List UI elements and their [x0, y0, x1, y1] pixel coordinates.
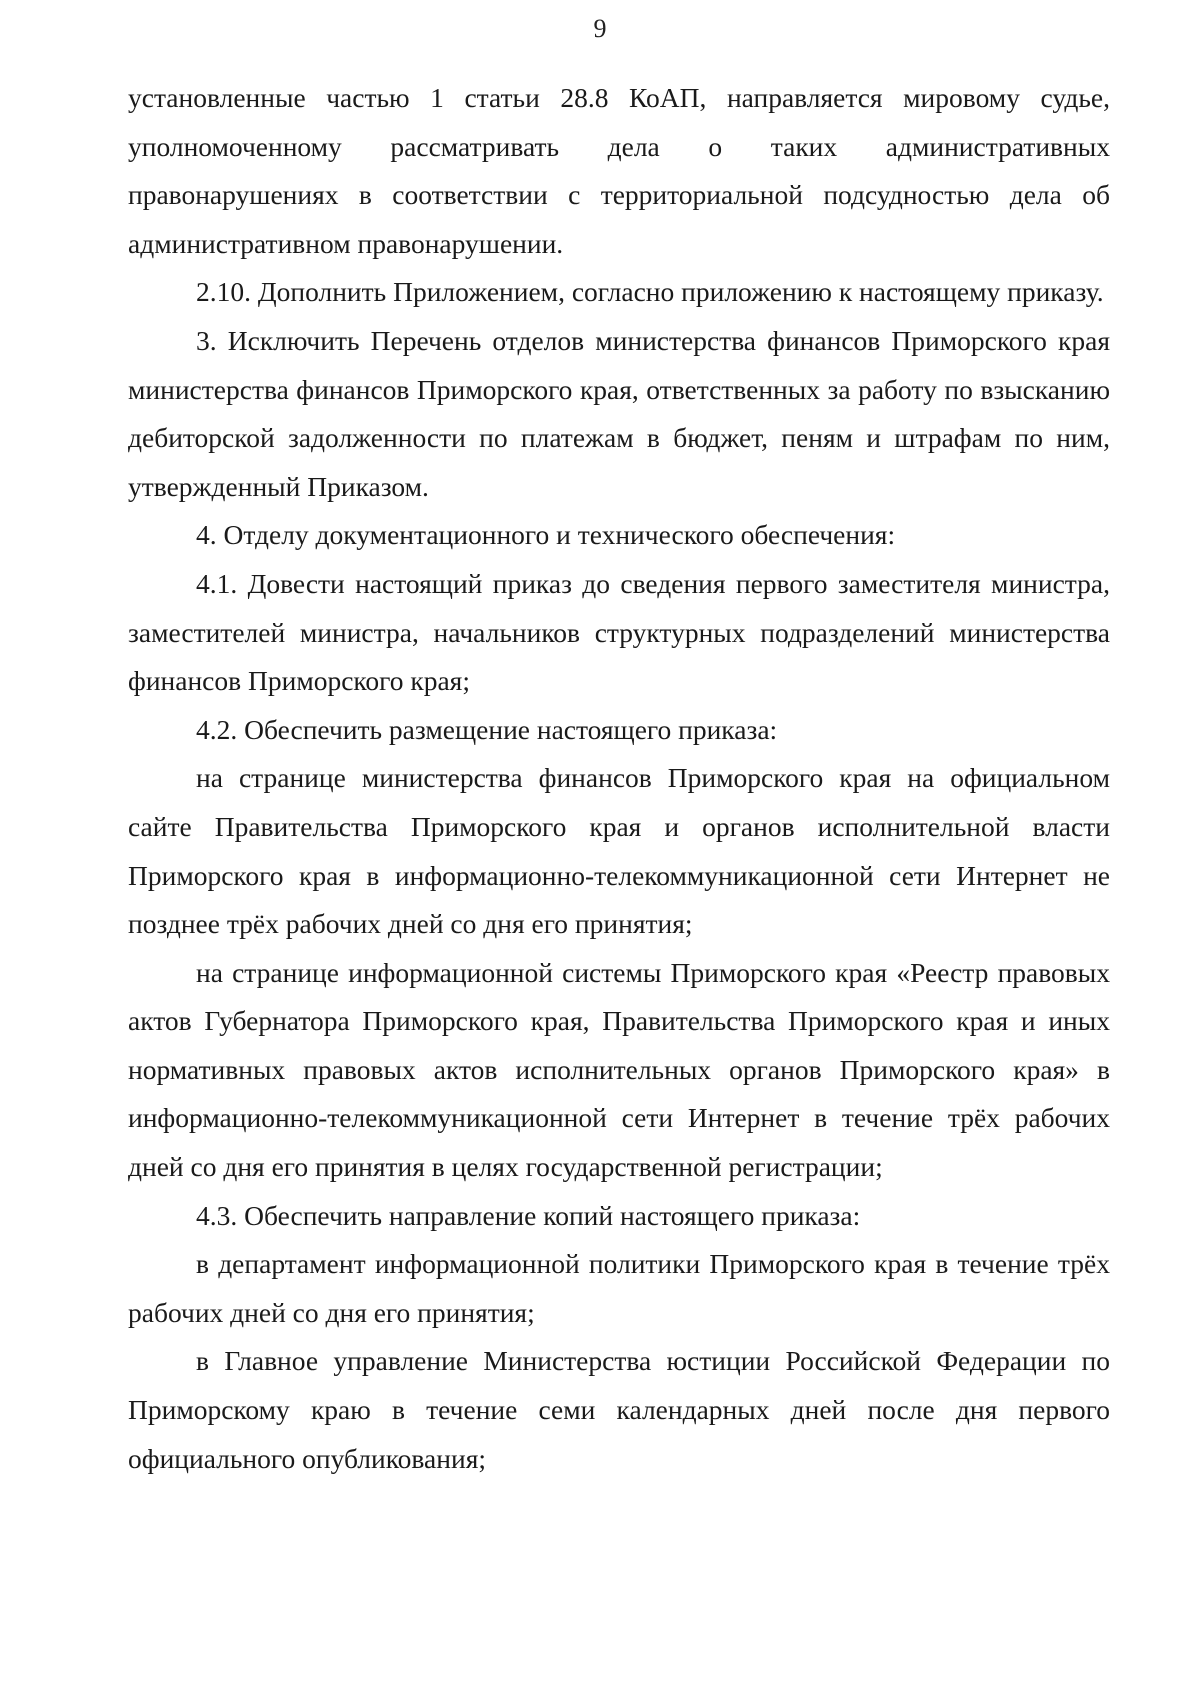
document-body	[128, 74, 1110, 1483]
paragraph-4-2-item-1: на странице министерства финансов Приморского края на официальном сайте Правительства Приморского края и органов исполнительной власти Приморского края в информационно-телекоммуникационной сети Интернет не позднее трёх рабочих дней со дня его принятия;	[128, 762, 1110, 940]
paragraph-4-3-item-1: в департамент информационной политики Приморского края в течение трёх рабочих дней со дня его принятия;	[128, 1248, 1110, 1328]
paragraph-4-2-item-2: на странице информационной системы Приморского края «Реестр правовых актов Губернатора Приморского края, Правительства Приморского края и иных нормативных правовых актов исполнительных органов Приморского края» в информационно-телекоммуникационной сети Интернет в течение трёх рабочих дней со дня его принятия в целях государственной регистрации;	[128, 956, 1110, 1183]
paragraph-4-3-item-2: в Главное управление Министерства юстиции Российской Федерации по Приморскому краю в течение семи календарных дней после дня первого официального опубликования;	[128, 1345, 1110, 1474]
paragraph-continuation: установленные частью 1 статьи 28.8 КоАП, направляется мировому судье, уполномоченному рассматривать дела о таких административных правонарушениях в соответствии с территориальной подсудностью дела об административном правонарушении.	[128, 82, 1110, 259]
paragraph-4-3: 4.3. Обеспечить направление копий настоящего приказа:	[196, 1199, 861, 1231]
paragraph-2-10: 2.10. Дополнить Приложением, согласно приложению к настоящему приказу.	[196, 276, 1104, 308]
paragraph-4-2: 4.2. Обеспечить размещение настоящего приказа:	[196, 713, 778, 745]
paragraph-3: 3. Исключить Перечень отделов министерства финансов Приморского края министерства финансов Приморского края, ответственных за работу по взысканию дебиторской задолженности по платежам в бюджет, пеням и штрафам по ним, утвержденный Приказом.	[128, 324, 1110, 502]
paragraph-4: 4. Отделу документационного и технического обеспечения:	[196, 519, 896, 551]
paragraph-4-1: 4.1. Довести настоящий приказ до сведения первого заместителя министра, заместителей министра, начальников структурных подразделений министерства финансов Приморского края;	[128, 567, 1110, 697]
page-number: 9	[593, 14, 607, 43]
